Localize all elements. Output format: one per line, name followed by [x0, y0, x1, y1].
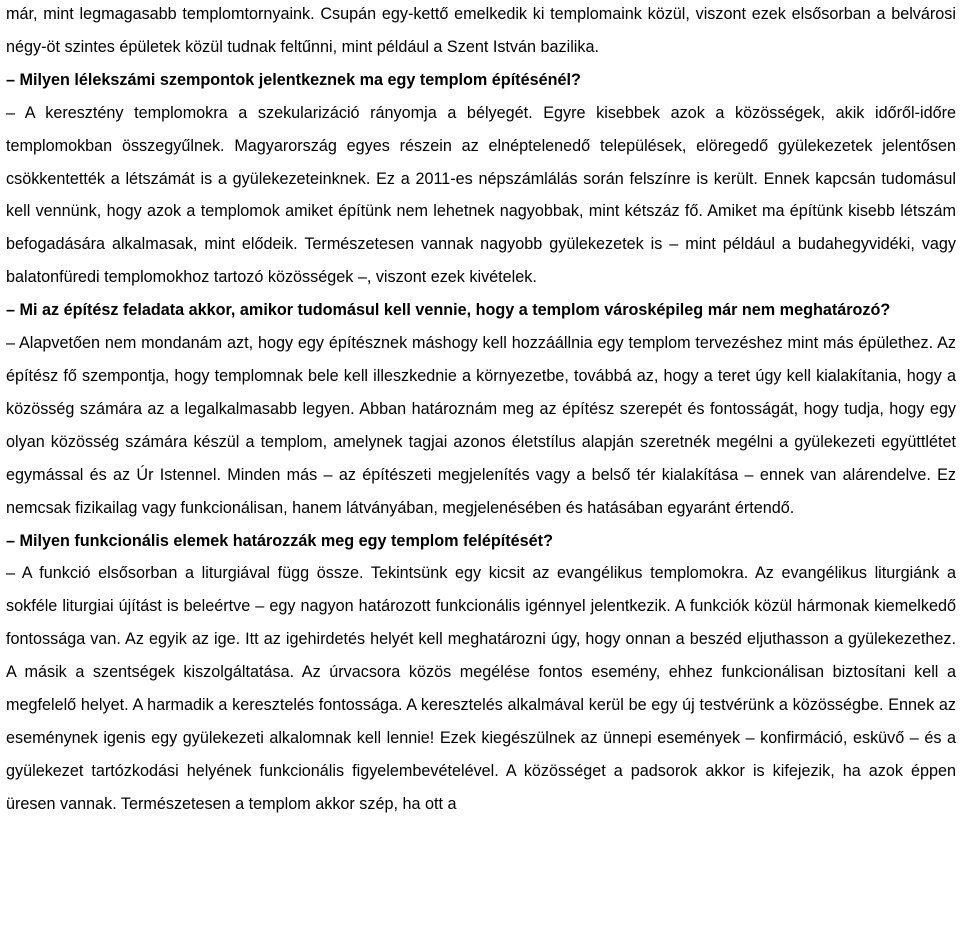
- interview-question: – Milyen lélekszámi szempontok jelentkeznek ma egy templom építésénél?: [6, 70, 581, 89]
- answer-paragraph: már, mint legmagasabb templomtornyaink. Csupán egy-kettő emelkedik ki templomaink közül, viszont ezek elsősorban a belvárosi négy-öt szintes épületek közül tudnak feltűnni, mint például a Szent István bazilika.: [6, 5, 956, 56]
- answer-paragraph: – Alapvetően nem mondanám azt, hogy egy építésznek máshogy kell hozzáállnia egy templom tervezéshez mint más épülethez. Az építész fő szempontja, hogy templomnak bele kell illeszkednie a környezetbe, továbbá az, hogy a teret úgy kell kialakítania, hogy a közösség számára az a legalkalmasabb legyen. Abban határoznám meg az építész szerepét és fontosságát, hogy tudja, hogy egy olyan közösség számára készül a templom, amelynek tagjai azonos életstílus alapján szeretnék megélni a gyülekezeti együttlétet egymással és az Úr Istennel. Minden más – az építészeti megjelenítés vagy a belső tér kialakítása – ennek van alárendelve. Ez nemcsak fizikailag vagy funkcionálisan, hanem látványában, megjelenésében és hatásában egyaránt értendő.: [6, 334, 956, 517]
- interview-question: – Mi az építész feladata akkor, amikor tudomásul kell vennie, hogy a templom városképileg már nem meghatározó?: [6, 301, 891, 320]
- interview-question: – Milyen funkcionális elemek határozzák meg egy templom felépítését?: [6, 531, 553, 550]
- document-page: [6, 0, 956, 821]
- answer-paragraph: – A funkció elsősorban a liturgiával függ össze. Tekintsünk egy kicsit az evangélikus templomokra. Az evangélikus liturgiánk a sokféle liturgiai újítást is beleértve – egy nagyon határozott funkcionális igénnyel jelentkezik. A funkciók közül hármonak kiemelkedő fontossága van. Az egyik az ige. Itt az igehirdetés helyét kell meghatározni úgy, hogy onnan a beszéd eljuthasson a gyülekezethez. A másik a szentségek kiszolgáltatása. Az úrvacsora közös megélése fontos esemény, ehhez funkcionálisan biztosítani kell a megfelelő helyet. A harmadik a keresztelés fontossága. A keresztelés alkalmával kerül be egy új testvérünk a közösségbe. Ennek az eseménynek igenis egy gyülekezeti alkalomnak kell lennie! Ezek kiegészülnek az ünnepi események – konfirmáció, esküvő – és a gyülekezet tartózkodási helyének funkcionális figyelembevételével. A közösséget a padsorok akkor is kifejezik, ha azok éppen üresen vannak. Természetesen a templom akkor szép, ha ott a: [6, 564, 956, 813]
- answer-paragraph: – A keresztény templomokra a szekularizáció rányomja a bélyegét. Egyre kisebbek azok a közösségek, akik időről-időre templomokban összegyűlnek. Magyarország egyes részein az elnéptelenedő települések, elöregedő gyülekezetek jelentősen csökkentették a létszámát is a gyülekezeteinknek. Ez a 2011-es népszámlálás során felszínre is került. Ennek kapcsán tudomásul kell vennünk, hogy azok a templomok amiket építünk nem lehetnek nagyobbak, mint kétszáz fő. Amiket ma építünk kisebb létszám befogadására alkalmasak, mint elődeik. Természetesen vannak nagyobb gyülekezetek is – mint például a budahegyvidéki, vagy balatonfüredi templomokhoz tartozó közösségek –, viszont ezek kivételek.: [6, 103, 956, 287]
